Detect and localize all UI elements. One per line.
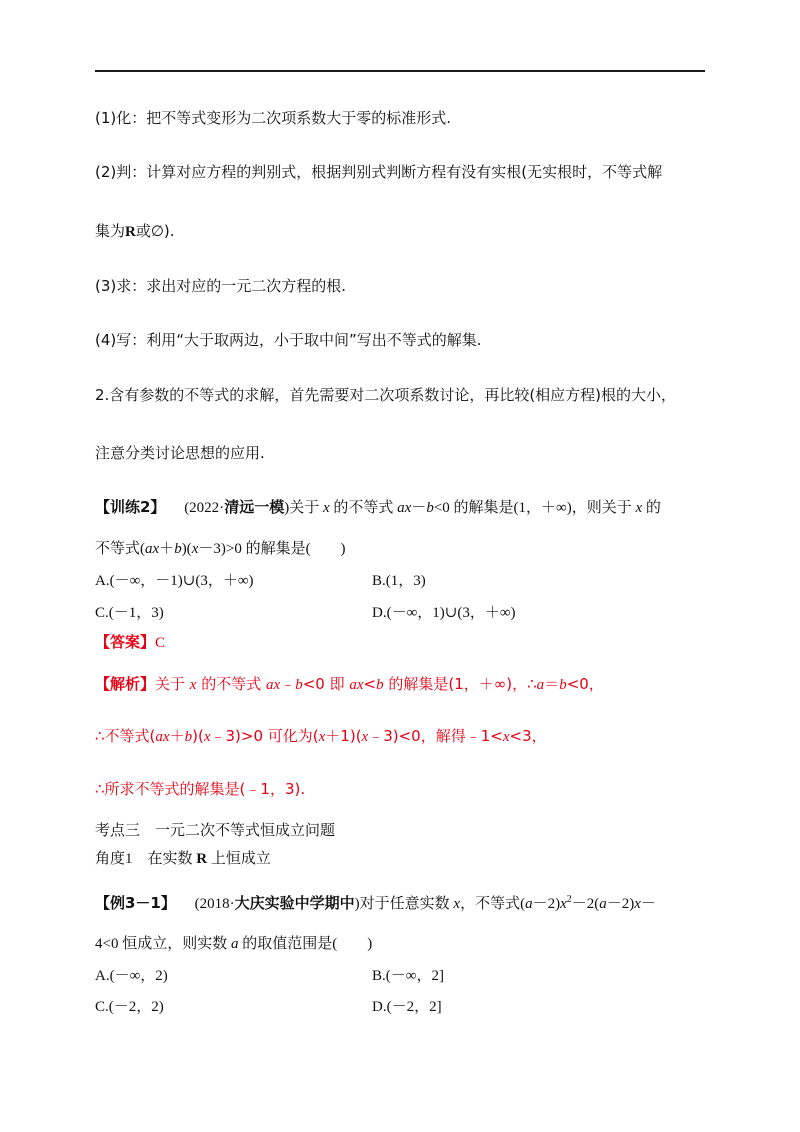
training-2-analysis-line-1: 【解析】关于 x 的不等式 ax﹣b<0 即 ax<b 的解集是(1，＋∞)，∴a＝b<0， bbox=[95, 675, 604, 693]
answer-tag: 【答案】 bbox=[95, 633, 156, 651]
header-rule bbox=[95, 70, 705, 72]
training-2-question-line-1 bbox=[95, 497, 661, 518]
training-2-analysis-line-2: ∴不等式(ax＋b)(x﹣3)>0 可化为(x＋1)(x﹣3)<0，解得﹣1<x<3， bbox=[95, 727, 547, 745]
note-2-cont: 注意分类讨论思想的应用. bbox=[95, 444, 265, 462]
training-2-option-b[interactable]: B.(1，3) bbox=[372, 573, 426, 589]
example-3-1-question-line-2: 4<0 恒成立，则实数 a 的取值范围是( ) bbox=[95, 936, 373, 952]
example-3-1-source: (2018·大庆实验中学期中) bbox=[179, 896, 360, 912]
training-2-analysis-line-3: ∴所求不等式的解集是(﹣1，3). bbox=[95, 780, 306, 798]
training-2-source: (2022·清远一模) bbox=[169, 500, 290, 516]
training-2-question-line-2: 不等式(ax＋b)(x－3)>0 的解集是( ) bbox=[95, 541, 346, 557]
step-1: (1)化：把不等式变形为二次项系数大于零的标准形式. bbox=[95, 109, 452, 127]
training-2-tag: 【训练2】 bbox=[95, 498, 166, 516]
analysis-tag: 【解析】 bbox=[95, 675, 156, 693]
example-3-1-option-c[interactable]: C.(－2，2) bbox=[95, 999, 164, 1015]
training-2-q1: 关于 x 的不等式 ax－b<0 的解集是(1，＋∞)，则关于 x 的 bbox=[289, 500, 661, 516]
note-2: 2.含有参数的不等式的求解，首先需要对二次项系数讨论，再比较(相应方程)根的大小， bbox=[95, 386, 677, 404]
example-3-1-option-d[interactable]: D.(－2，2] bbox=[372, 999, 442, 1015]
training-2-option-c[interactable]: C.(－1，3) bbox=[95, 605, 164, 621]
jiaodu-heading: 角度1 在实数 R 上恒成立 bbox=[95, 851, 271, 867]
step-2-cont: 集为R或∅). bbox=[95, 222, 175, 240]
example-3-1-tag: 【例3－1】 bbox=[95, 894, 176, 912]
example-3-1-question-line-1 bbox=[95, 890, 656, 914]
step-4: (4)写：利用“大于取两边，小于取中间”写出不等式的解集. bbox=[95, 331, 482, 349]
training-2-option-d[interactable]: D.(－∞，1)∪(3，＋∞) bbox=[372, 605, 516, 621]
training-2-option-a[interactable]: A.(－∞，－1)∪(3，＋∞) bbox=[95, 573, 254, 589]
answer-value: C bbox=[155, 635, 166, 651]
example-3-1-q1: 对于任意实数 x，不等式$(a-2)x^2-2(a-2)x-$ bbox=[359, 894, 656, 912]
example-3-1-option-b[interactable]: B.(－∞，2] bbox=[372, 968, 444, 984]
step-2: (2)判：计算对应方程的判别式，根据判别式判断方程有没有实根(无实根时，不等式解 bbox=[95, 163, 663, 181]
step-3: (3)求：求出对应的一元二次方程的根. bbox=[95, 277, 347, 295]
kaodian-heading: 考点三 一元二次不等式恒成立问题 bbox=[95, 823, 336, 839]
training-2-answer bbox=[95, 632, 165, 653]
example-3-1-option-a[interactable]: A.(－∞，2) bbox=[95, 968, 168, 984]
